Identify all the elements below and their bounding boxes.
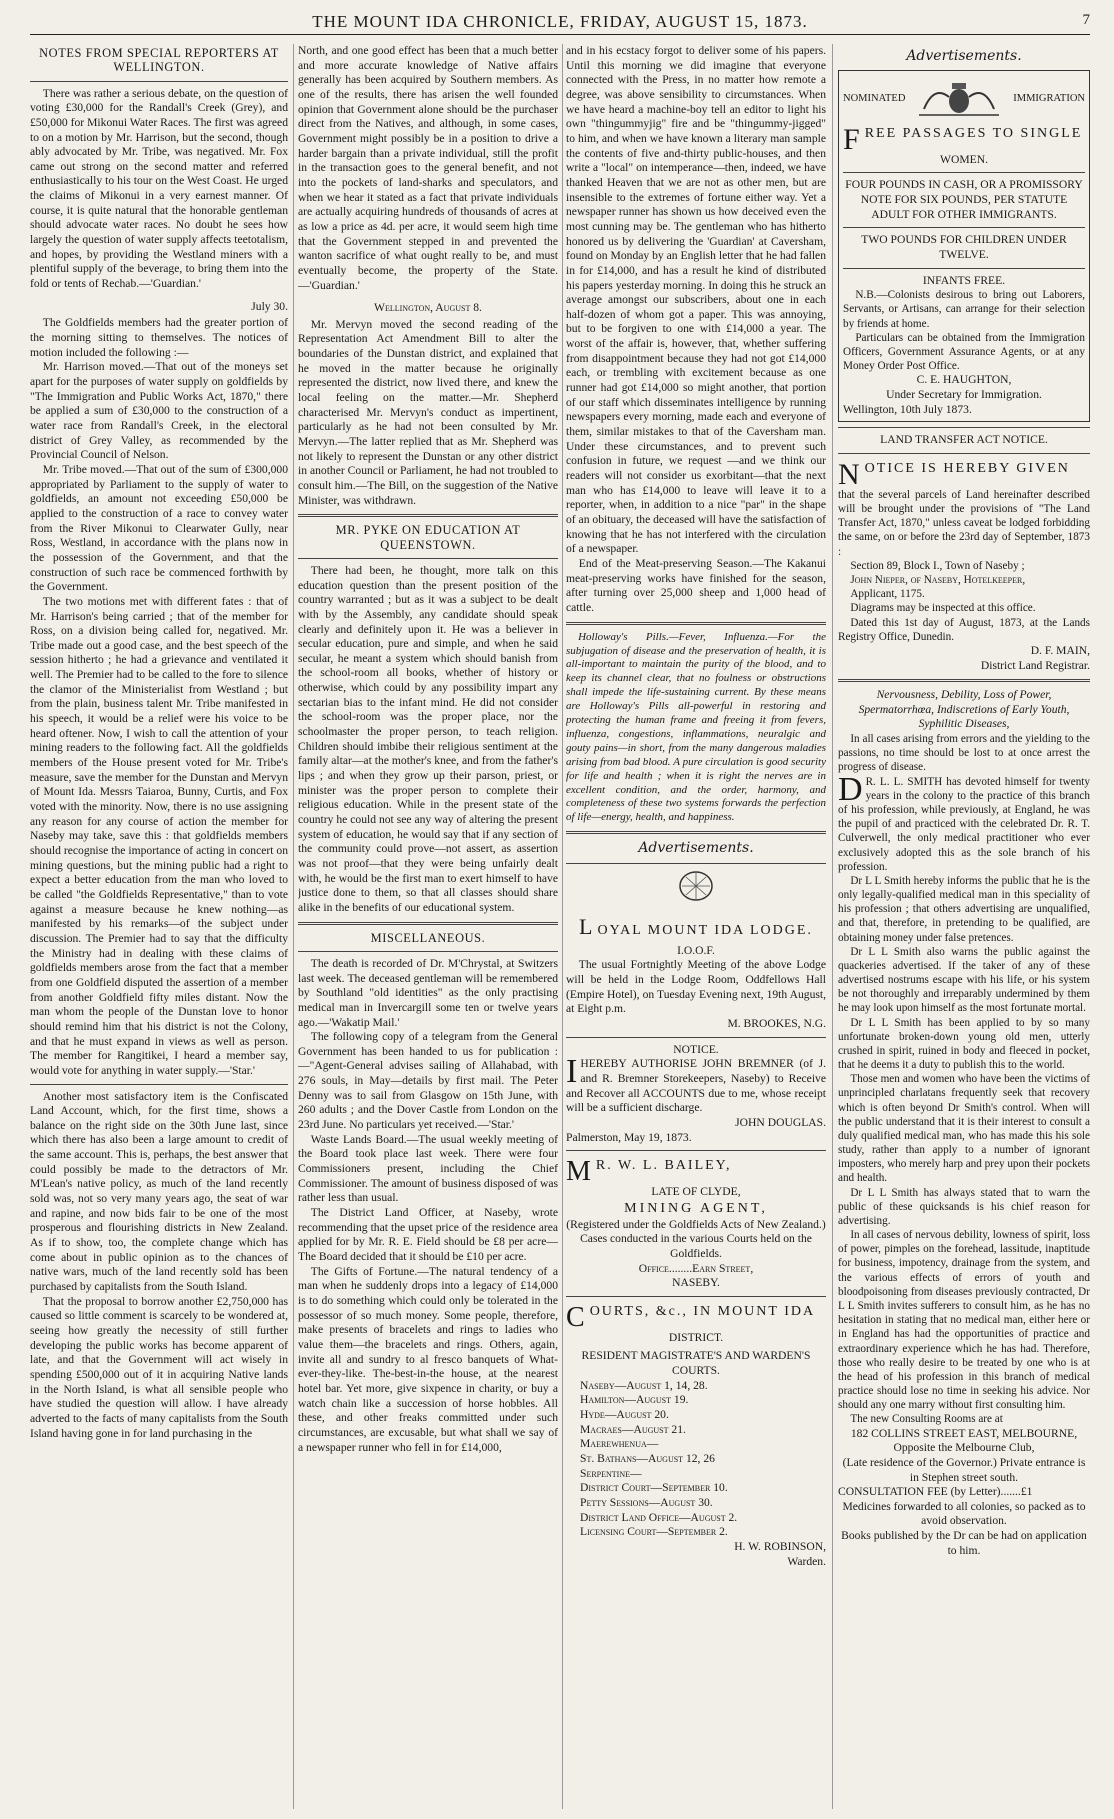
- shell-emblem-icon: [676, 869, 716, 903]
- courts-subtitle: DISTRICT.: [668, 1330, 724, 1344]
- paragraph: Dr L L Smith hereby informs the public that he is the only legally-qualified medical man in this speciality of his profession ; that others advertising are unqualified, and that, therefore, in pretending to be qualified, are obtaining money under false pretences.: [838, 874, 1090, 944]
- courts-row: Hamilton—August 19.: [580, 1393, 689, 1407]
- land-transfer-title: LAND TRANSFER ACT NOTICE.: [880, 433, 1048, 447]
- bailey-role: MINING AGENT,: [624, 1200, 768, 1216]
- paragraph: Waste Lands Board.—The usual weekly meeting of the Board took place last week. There were four Commissioners present, including the Chief Commissioner. The amount of business disposed of was rather less than usual.: [298, 1132, 558, 1205]
- paragraph: In all cases arising from errors and the yielding to the passions, no time should be lost to at once arrest the progress of disease.: [838, 733, 1090, 774]
- courts-row: Petty Sessions—August 30.: [580, 1496, 713, 1510]
- advertisements-banner: Advertisements.: [638, 840, 754, 857]
- bailey-registration: (Registered under the Goldfields Acts of New Zealand.): [566, 1217, 826, 1231]
- paragraph: The two motions met with different fates : that of Mr. Harrison's being carried ; that of the member for Ross, on a division being called for, negatived. Mr. Tribe made out a good case, and the best speech of the session hitherto ; he had a grievance and ventilated it well. The Premier had to be called to the fore to silence the clamor of the Ministerialist from Westland ; but from the plain, business talent Mr. Tribe manifested in his speech, it would be a relief were his voice to be heard oftener. Now, I wish to call the attention of your mining readers to the following fact. All the goldfields members of the House present voted for Mr. Tribe's measure, save the member for the Dunstan and Mervyn of Mount Ida. Messrs Taiaroa, Bunny, Curtis, and Fox voted with the minority. Now, there is no use assigning any reason for any course of action the member for Naseby may take, save this : that goldfields members should recognise the importance of acting in concert on mining questions, but the mining public had a right to expect a better education from the man who loved to be called "the Goldfields Representative," than to vote against a measure because he knew nothing—as manifested by his remarks—of the subject under discussion. The Premier had to say that the difficulty the Ministry had in dealing with these claims of goldfields members arose from the fact that a member from one Goldfield disputed the assertion of a member from another Goldfield fifty miles distant. Now the man whom the people of the Dunstan love to honor should remind him that his district is not the Colony, and that he must expand in views as well as person. The member for Rangitikei, I heard a member say, would vote for anything in water supply.—'Star.': [30, 594, 288, 1077]
- paragraph: Dr L L Smith has been applied to by so many unfortunate broken-down young old men, utterly crushed in spirit, ruined in body and fleeced in pocket, that he deems it a duty to publish this to the world.: [838, 1016, 1090, 1072]
- divider: [843, 268, 1085, 269]
- divider: [838, 453, 1090, 454]
- paragraph: Diagrams may be inspected at this office.: [850, 602, 1036, 615]
- four-pounds: FOUR POUNDS IN CASH, OR A PROMISSORY NOTE FOR SIX POUNDS, PER STATUTE ADULT FOR OTHER IMMIGRANTS.: [845, 178, 1083, 221]
- paragraph: Those men and women who have been the victims of unprincipled charlatans frequently seek that recovery which is often beyond Dr Smith's control. When will the public understand that it is their interest to consult a duly qualified medical man, who has made this his sole study, rather than apply to a number of ignorant imposters, who merely harp and prey upon their pockets and health.: [838, 1073, 1090, 1185]
- paragraph: The Gifts of Fortune.—The natural tendency of a man when he suddenly drops into a legacy of £14,000 is to do something which could only be tolerated in the possessor of so much money. Some people, therefore, make presents of bracelets and rings to ladies who value them—the bracelets and rings. Others, again, invite all and sundry to al fresco banquets of What-ever-they-like. The-best-in-the house, at the nearest hotel bar. Yet more, give sixpence in charity, or buy a watch chain like a succession of horse hobbles. All these, and other freaks committed under such circumstances, are excusable, but what shall we say of a newspaper runner who fell in for £14,000,: [298, 1264, 558, 1454]
- free-passages-text: REE PASSAGES TO SINGLE: [864, 125, 1083, 141]
- smith-heading: Nervousness, Debility, Loss of Power, Spermatorrhœa, Indiscretions of Early Youth, Syphilitic Diseases,: [858, 688, 1070, 731]
- divider: [843, 227, 1085, 228]
- courts-list: [566, 1379, 826, 1540]
- notice-heading-text: OTICE IS HEREBY GIVEN: [864, 460, 1070, 476]
- bailey-late: LATE OF CLYDE,: [651, 1185, 741, 1199]
- paragraph: In all cases of nervous debility, lowness of spirit, loss of power, pimples on the forehead, lassitude, inaptitude for business, impotency, drainage from the system, and the various effects of errors of youth and bloodpoisoning from diseases previously contracted, Dr L L Smith invites sufferers to consult him, as he has no hesitation in stating that no medical man, either here or in England has had the opportunities of practice and extraordinary experience which he has had. Therefore, those who really desire to be treated by one who is at the head of his profession in this branch of medical practice should lose no time in seeking his advice. Nor should any one marry without first consulting him.: [838, 1229, 1090, 1412]
- signature: M. BROOKES, N.G.: [727, 1016, 826, 1030]
- address-line: Opposite the Melbourne Club,: [893, 1441, 1035, 1455]
- paragraph: Mr. Tribe moved.—That out of the sum of £300,000 appropriated by Parliament to the supply of water to goldfields, an amount not exceeding £50,000 be applied to the construction of a race to convey water from the River Mikonui to Clearwater Gully, near Ross, Westland, in accordance with the plans now in the possession of the Government, and that the construction of such race be commenced forthwith by the Government.: [30, 462, 288, 594]
- advertisements-banner: Advertisements.: [906, 48, 1022, 64]
- paragraph: The new Consulting Rooms are at: [850, 1413, 1003, 1426]
- lodge-subtitle: I.O.O.F.: [677, 943, 715, 957]
- column-3: [566, 44, 826, 1809]
- paragraph: North, and one good effect has been that a much better and more accurate knowledge of Native affairs generally has been acquired by Southern members. As one of the results, there has arisen the well founded opinion that Government alone should be the purchaser direct from the Natives, and although, in some cases, Government might possibly be in a position to drive a harder bargain than a private individual, still the profit in the transaction goes to the general benefit, and not into the pockets of land-sharks and speculators, and when we hear it stated as a fact that private individuals are actually acquiring hundreds of thousands of acres at as low a price as 4d. per acre, it would seem high time that the Government stepped in and prevented the wanton sacrifice of what ought really to be, and must eventually become, the property of the State.—'Guardian.': [298, 44, 558, 292]
- signature-date: Wellington, 10th July 1873.: [843, 402, 972, 416]
- divider: [843, 172, 1085, 173]
- free-passages-title: FREE PASSAGES TO SINGLE: [843, 122, 1083, 156]
- signature: C. E. HAUGHTON,: [916, 373, 1012, 387]
- bailey-office: Office........Earn Street,: [638, 1261, 754, 1275]
- courts-row: Hyde—August 20.: [580, 1408, 669, 1422]
- paragraph: that the several parcels of Land hereinafter described will be brought under the provisions of "The Land Transfer Act, 1870," unless caveat be lodged forbidding the same, on or before the 23rd day of September, 1873 :: [838, 488, 1090, 558]
- courts-row: Licensing Court—September 2.: [580, 1525, 728, 1539]
- smith-body: R. L. L. SMITH has devoted himself for twenty years in the colony to the practice of this branch of his profession, while previously, at England, he was the pupil of and practiced with the celebrated Dr. R. T. Culverwell, the only medical practitioner who ever exclusively adopted this as the sole branch of his profession.: [838, 775, 1090, 873]
- article-heading: NOTES FROM SPECIAL REPORTERS AT WELLINGTON.: [39, 46, 279, 75]
- column-1: [30, 44, 288, 1809]
- masthead-title: THE MOUNT IDA CHRONICLE, FRIDAY, AUGUST 15, 1873.: [312, 12, 808, 31]
- divider: [566, 863, 826, 864]
- article-heading: MISCELLANEOUS.: [370, 930, 486, 945]
- crest-row: [843, 79, 1085, 119]
- signature: JOHN DOUGLAS.: [735, 1115, 826, 1129]
- column-rule: [832, 44, 833, 1809]
- paragraph: The Goldfields members had the greater portion of the morning sitting to themselves. The notices of motion included the following :—: [30, 316, 288, 359]
- courts-row: District Land Office—August 2.: [580, 1510, 738, 1524]
- article-heading: MR. PYKE ON EDUCATION AT QUEENSTOWN.: [335, 523, 521, 552]
- paragraph: There was rather a serious debate, on the question of voting £30,000 for the Randall's Creek (Grey), and £50,000 for Mikonui Water Races. The first was agreed to on a motion by Mr. Harrison, but the second, though ably advocated by Mr. Tribe, was negatived. Mr. Fox came out strong on the second matter and referred enthusiastically to his tour on the West Coast. He urged the claims of Mikonui in a very earnest manner. Of course, it is quite natural that the honorable gentleman should advocate water races. No doubt he sees how largely the question of water supply affects teetotalism, and hopes, by providing the Westland miners with a plentiful supply of the beverage, to bring them into the fold or tents of Rechab.—'Guardian.': [30, 86, 288, 291]
- page-number: 7: [1082, 12, 1090, 28]
- paragraph: IHEREBY AUTHORISE JOHN BREMNER (of J. and R. Bremner Storekeepers, Naseby) to Receive and Recover all ACCOUNTS due to me, whose receipt will be a sufficient discharge.: [566, 1053, 826, 1115]
- signature-role: Warden.: [787, 1554, 826, 1568]
- signature: D. F. MAIN,: [1030, 643, 1090, 657]
- notice-heading: NOTICE IS HEREBY GIVEN: [838, 457, 1070, 491]
- divider: [566, 1037, 826, 1038]
- notice-body: HEREBY AUTHORISE JOHN BREMNER (of J. and R. Bremner Storekeepers, Naseby) to Receive and Recover all ACCOUNTS due to me, whose receipt will be a sufficient discharge.: [566, 1057, 826, 1115]
- notice-date: Palmerston, May 19, 1873.: [566, 1130, 692, 1144]
- consultation-fee: CONSULTATION FEE (by Letter).......£1: [838, 1485, 1033, 1499]
- courts-row: Serpentine—: [580, 1466, 642, 1480]
- column-4: [838, 44, 1090, 1809]
- paragraph: Dr L L Smith has always stated that to warn the public of these quicksands is his chief reason for advertising.: [838, 1186, 1090, 1227]
- infants-free: INFANTS FREE.: [922, 273, 1006, 287]
- bailey-name: M R. W. L. BAILEY,: [566, 1156, 732, 1188]
- lodge-title: LOYAL MOUNT IDA LODGE.: [579, 913, 813, 939]
- column-rule: [293, 44, 294, 1809]
- divider: [30, 81, 288, 82]
- paragraph: Mr. Harrison moved.—That out of the moneys set apart for the purposes of water supply on goldfields by "The Immigration and Public Works Act, 1870," there be applied a sum of £30,000 to the construction of a water race from Randall's Creek, in the electoral district of Grey Valley, as recommended by the Provincial Council of Nelson.: [30, 360, 288, 462]
- address-line: (Late residence of the Governor.) Private entrance is in Stephen street south.: [842, 1455, 1086, 1484]
- courts-row: Naseby—August 1, 14, 28.: [580, 1378, 708, 1392]
- paragraph: Particulars can be obtained from the Immigration Officers, Government Assurance Agents, or at any Money Order Post Office.: [843, 331, 1085, 373]
- dateline: Wellington, August 8.: [374, 301, 482, 315]
- immigration-advert: [838, 70, 1090, 423]
- bailey-name-text: R. W. L. BAILEY,: [595, 1158, 732, 1174]
- masthead: [30, 8, 1090, 35]
- courts-row: St. Bathans—August 12, 26: [580, 1452, 715, 1466]
- courts-heading: RESIDENT MAGISTRATE'S AND WARDEN'S COURTS.: [581, 1349, 811, 1378]
- paragraph: and in his ecstacy forgot to deliver some of his papers. Until this morning we did imagine that everyone connected with the Press, in no matter how remote a degree, was above sensibility to circumstances. When we have heard a machine-boy tell an editor to light his own "thingummyjig" fire and be "thingummy-jigged" to him, and when we have known a literary man sample the contents of five and-thirty public-houses, and then write a "local" on intemperance—then, indeed, we have thanked Heaven that we are not as other men, but are insensible to the extremes of fortune either way. Yet a newspaper runner has shown us how deceived even the most cunning may be. The gentleman who has hitherto honored us by delivering the 'Guardian' at Caversham, found on Monday by an English letter that he had fallen in for £14,000, and has a result he kind of distributed his papers yesterday morning. In doing this he struck an average amongst our subscribers, about one in each half-dozen of whom got a paper. This was annoying, but to be forgiven to one with £14,000 a year. The worst of the affair is, however, that, whether suffering from disappointment because they had not got £14,000 each, or trembling with excitement because as one runner had got £14,000 so might another, that portion of our staff which disseminates intelligence by running newspapers every morning, made each and everyone of them, similar mistakes to that of the Caversham man. Under these circumstances, and to prevent such confusion in future, we request —and we think our readers will not consider us exorbitant—that the next man who has £14,000 to leave will leave it to a reporter, when, in addition to a nice "par" in the shape of an obituary, the deceased will have the satisfaction of knowing that he has not interfered with the circulation of a newspaper.: [566, 44, 826, 556]
- paragraph: Dr L L Smith also warns the public against the quackeries advertised. If the taker of any of these advertised nostrums escape with his life, or his system be not thoroughly and irreparably undermined by them he may look upon himself as the most fortunate mortal.: [838, 945, 1090, 1015]
- courts-row: Maerewhenua—: [580, 1437, 659, 1451]
- paragraph: Applicant, 1175.: [850, 588, 925, 601]
- notice-title: NOTICE.: [673, 1042, 719, 1056]
- paragraph: Dated this 1st day of August, 1873, at the Lands Registry Office, Dunedin.: [838, 616, 1090, 643]
- paragraph: The following copy of a telegram from the General Government has been handed to us for publication :—"Agent-General advises sailing of Allahabad, with 276 souls, in May—details by first mail. The Peter Denny was to sail from Glasgow on 15th June, with 260 adults ; and the Dover Castle from London on the 23rd June. No particulars yet received.—'Star.': [298, 1030, 558, 1132]
- divider: [566, 831, 826, 834]
- nominated-label: NOMINATED: [843, 93, 906, 105]
- signature: H. W. ROBINSON,: [734, 1540, 826, 1553]
- bailey-body: Cases conducted in the various Courts held on the Goldfields.: [580, 1232, 812, 1260]
- paragraph: The District Land Officer, at Naseby, wrote recommending that the upset price of the residence area applied for by Mr. R. E. Field should be £8 per acre—The Board decided that it should be £10 per acre.: [298, 1206, 558, 1264]
- divider: [298, 558, 558, 559]
- lodge-title-text: OYAL MOUNT IDA LODGE.: [597, 922, 813, 938]
- lodge-emblem: [566, 869, 826, 908]
- divider: [30, 1084, 288, 1085]
- books-note: Books published by the Dr can be had on application to him.: [841, 1529, 1087, 1557]
- paragraph: Section 89, Block I., Town of Naseby ;: [850, 559, 1025, 572]
- paragraph: N.B.—Colonists desirous to bring out Laborers, Servants, or Artisans, can arrange for their selection by friends at home.: [843, 289, 1085, 330]
- divider: [566, 622, 826, 625]
- paragraph: The death is recorded of Dr. M'Chrystal, at Switzers last week. The deceased gentleman will be remembered by Southland "old identities" as the only practising medical man in Invercargill some ten or twelve years ago.—'Wakatip Mail.': [298, 956, 558, 1029]
- courts-title: COURTS, &c., IN MOUNT IDA: [566, 1301, 816, 1333]
- signature-role: Under Secretary for Immigration.: [886, 387, 1042, 401]
- divider: [566, 1296, 826, 1297]
- two-pounds: TWO POUNDS FOR CHILDREN UNDER TWELVE.: [861, 233, 1067, 261]
- divider: [298, 922, 558, 925]
- holloway-advert: Holloway's Pills.—Fever, Influenza.—For the subjugation of disease and the preservation of health, it is all-important to maintain the purity of the blood, and to keep its channel clear, that no foulness or obstructions shall impede the life-sustaining current. By these means are Holloway's Pills all-powerful in restoring and protecting the human frame and freeing it from fevers, influenza, congestions, inflammations, neuralgic and gouty pains—in short, from the many dangerous maladies arising from bad blood. A pure circulation is good security for life and health ; when it is right the nerves are in excellent condition, and the order, harmony, and completeness of these two systems forwards the perfection of life—energy, health, and happiness.: [566, 630, 826, 824]
- courts-row: Macraes—August 21.: [580, 1422, 686, 1436]
- paragraph: John Nieper, of Naseby, Hotelkeeper,: [850, 573, 1026, 586]
- divider: [838, 427, 1090, 428]
- divider: [838, 679, 1090, 682]
- courts-title-text: OURTS, &c., IN MOUNT IDA: [589, 1303, 816, 1319]
- paragraph: End of the Meat-preserving Season.—The Kakanui meat-preserving works have finished for the season, after turning over 25,000 sheep and 1,000 head of cattle.: [566, 556, 826, 614]
- immigration-label: IMMIGRATION: [1013, 93, 1085, 105]
- divider: [298, 951, 558, 952]
- address-line: 182 COLLINS STREET EAST, MELBOURNE,: [850, 1426, 1078, 1440]
- signature-role: District Land Registrar.: [980, 658, 1090, 672]
- divider: [298, 514, 558, 517]
- paragraph: That the proposal to borrow another £2,750,000 has caused so little comment is scarcely to be wondered at, seeing how greatly the necessity of still further developing the public works has become apparent of late, and that the Government will act wisely in spending £500,000 out of it in acquiring Native lands in the North Island, is what all sensible people who have studied the question will allow. I have already adverted to the facts of many capitalists from the South Island having gone in for land purchasing in the: [30, 1294, 288, 1440]
- divider: [566, 1150, 826, 1151]
- medicines-note: Medicines forwarded to all colonies, so packed as to avoid observation.: [842, 1499, 1086, 1528]
- royal-crest-icon: [914, 79, 1004, 119]
- bailey-town: NASEBY.: [672, 1276, 720, 1290]
- free-passages-sub: WOMEN.: [940, 152, 988, 166]
- dateline: July 30.: [251, 299, 288, 313]
- paragraph: D R. L. L. SMITH has devoted himself for twenty years in the colony to the practice of this branch of his profession, while previously, at England, he was the pupil of and practiced with the celebrated Dr. R. T. Culverwell, the only medical practitioner who ever exclusively adopted this as the sole branch of his profession.: [838, 770, 1090, 873]
- courts-row: District Court—September 10.: [580, 1481, 728, 1495]
- paragraph: There had been, he thought, more talk on this education question than the present position of the country warranted ; but as it was a subject to be dealt with by the Assembly, any candidate should speak clearly and definitely upon it. He was a believer in secular education, pure and simple, and when he said secular, he meant a system which should banish from the school-room all books, whether of history or otherwise, which could by any possibility impart any sectarian bias to the infant mind. He did not consider the school-room was the proper place, nor the schoolmaster the proper person, to teach religion. Children should imbibe their religious sentiment at the family altar—at the mother's knee, and from the father's lips ; and when they grow up their parson, priest, or minister was the proper person to complete their religious education. While in the present state of the country he could not see any way of altering the present system of education, he would say that if any section of the community could prove—not assert, as assertion was not proof—that they were being unfairly dealt with, he would be the first man to exert himself to have justice done to them, so that all classes should share alike in the benefits of our educational system.: [298, 563, 558, 914]
- paragraph: The usual Fortnightly Meeting of the above Lodge will be held in the Lodge Room, Oddfellows Hall (Empire Hotel), on Tuesday Evening next, 19th August, at Eight p.m.: [566, 958, 826, 1016]
- paragraph: Mr. Mervyn moved the second reading of the Representation Act Amendment Bill to alter the boundaries of the Dunstan district, and explained that he moved in the matter because he originally represented the district, now lived there, and knew the local feeling on the matter.—Mr. Shepherd characterised Mr. Mervyn's conduct as impertinent, particularly as he had not been consulted by Mr. Mervyn.—The latter replied that as Mr. Shepherd was not likely to represent the Dunstan or any other district in another Council or Parliament, he had not troubled to consult him.—The Bill, on the suggestion of the Native Minister, was withdrawn.: [298, 317, 558, 507]
- paragraph: Another most satisfactory item is the Confiscated Land Account, which, for the first time, shows a balance on the right side on the 30th June last, since which there has also been a large amount to credit of the same account. This is, perhaps, the best answer that could possibly be made to the detractors of Mr. M'Lean's native policy, as much of the land recently sold was, not so very many years ago, the seat of war and rapine, and now bids fair to be one of the most prosperous and flourishing districts in New Zealand. As if to show, too, the complete change which has come about in public opinion as to the chances of native wars, much of the land recently sold has been purchased by capitalists from the South Island.: [30, 1089, 288, 1294]
- column-2: [298, 44, 558, 1809]
- column-rule: [562, 44, 563, 1809]
